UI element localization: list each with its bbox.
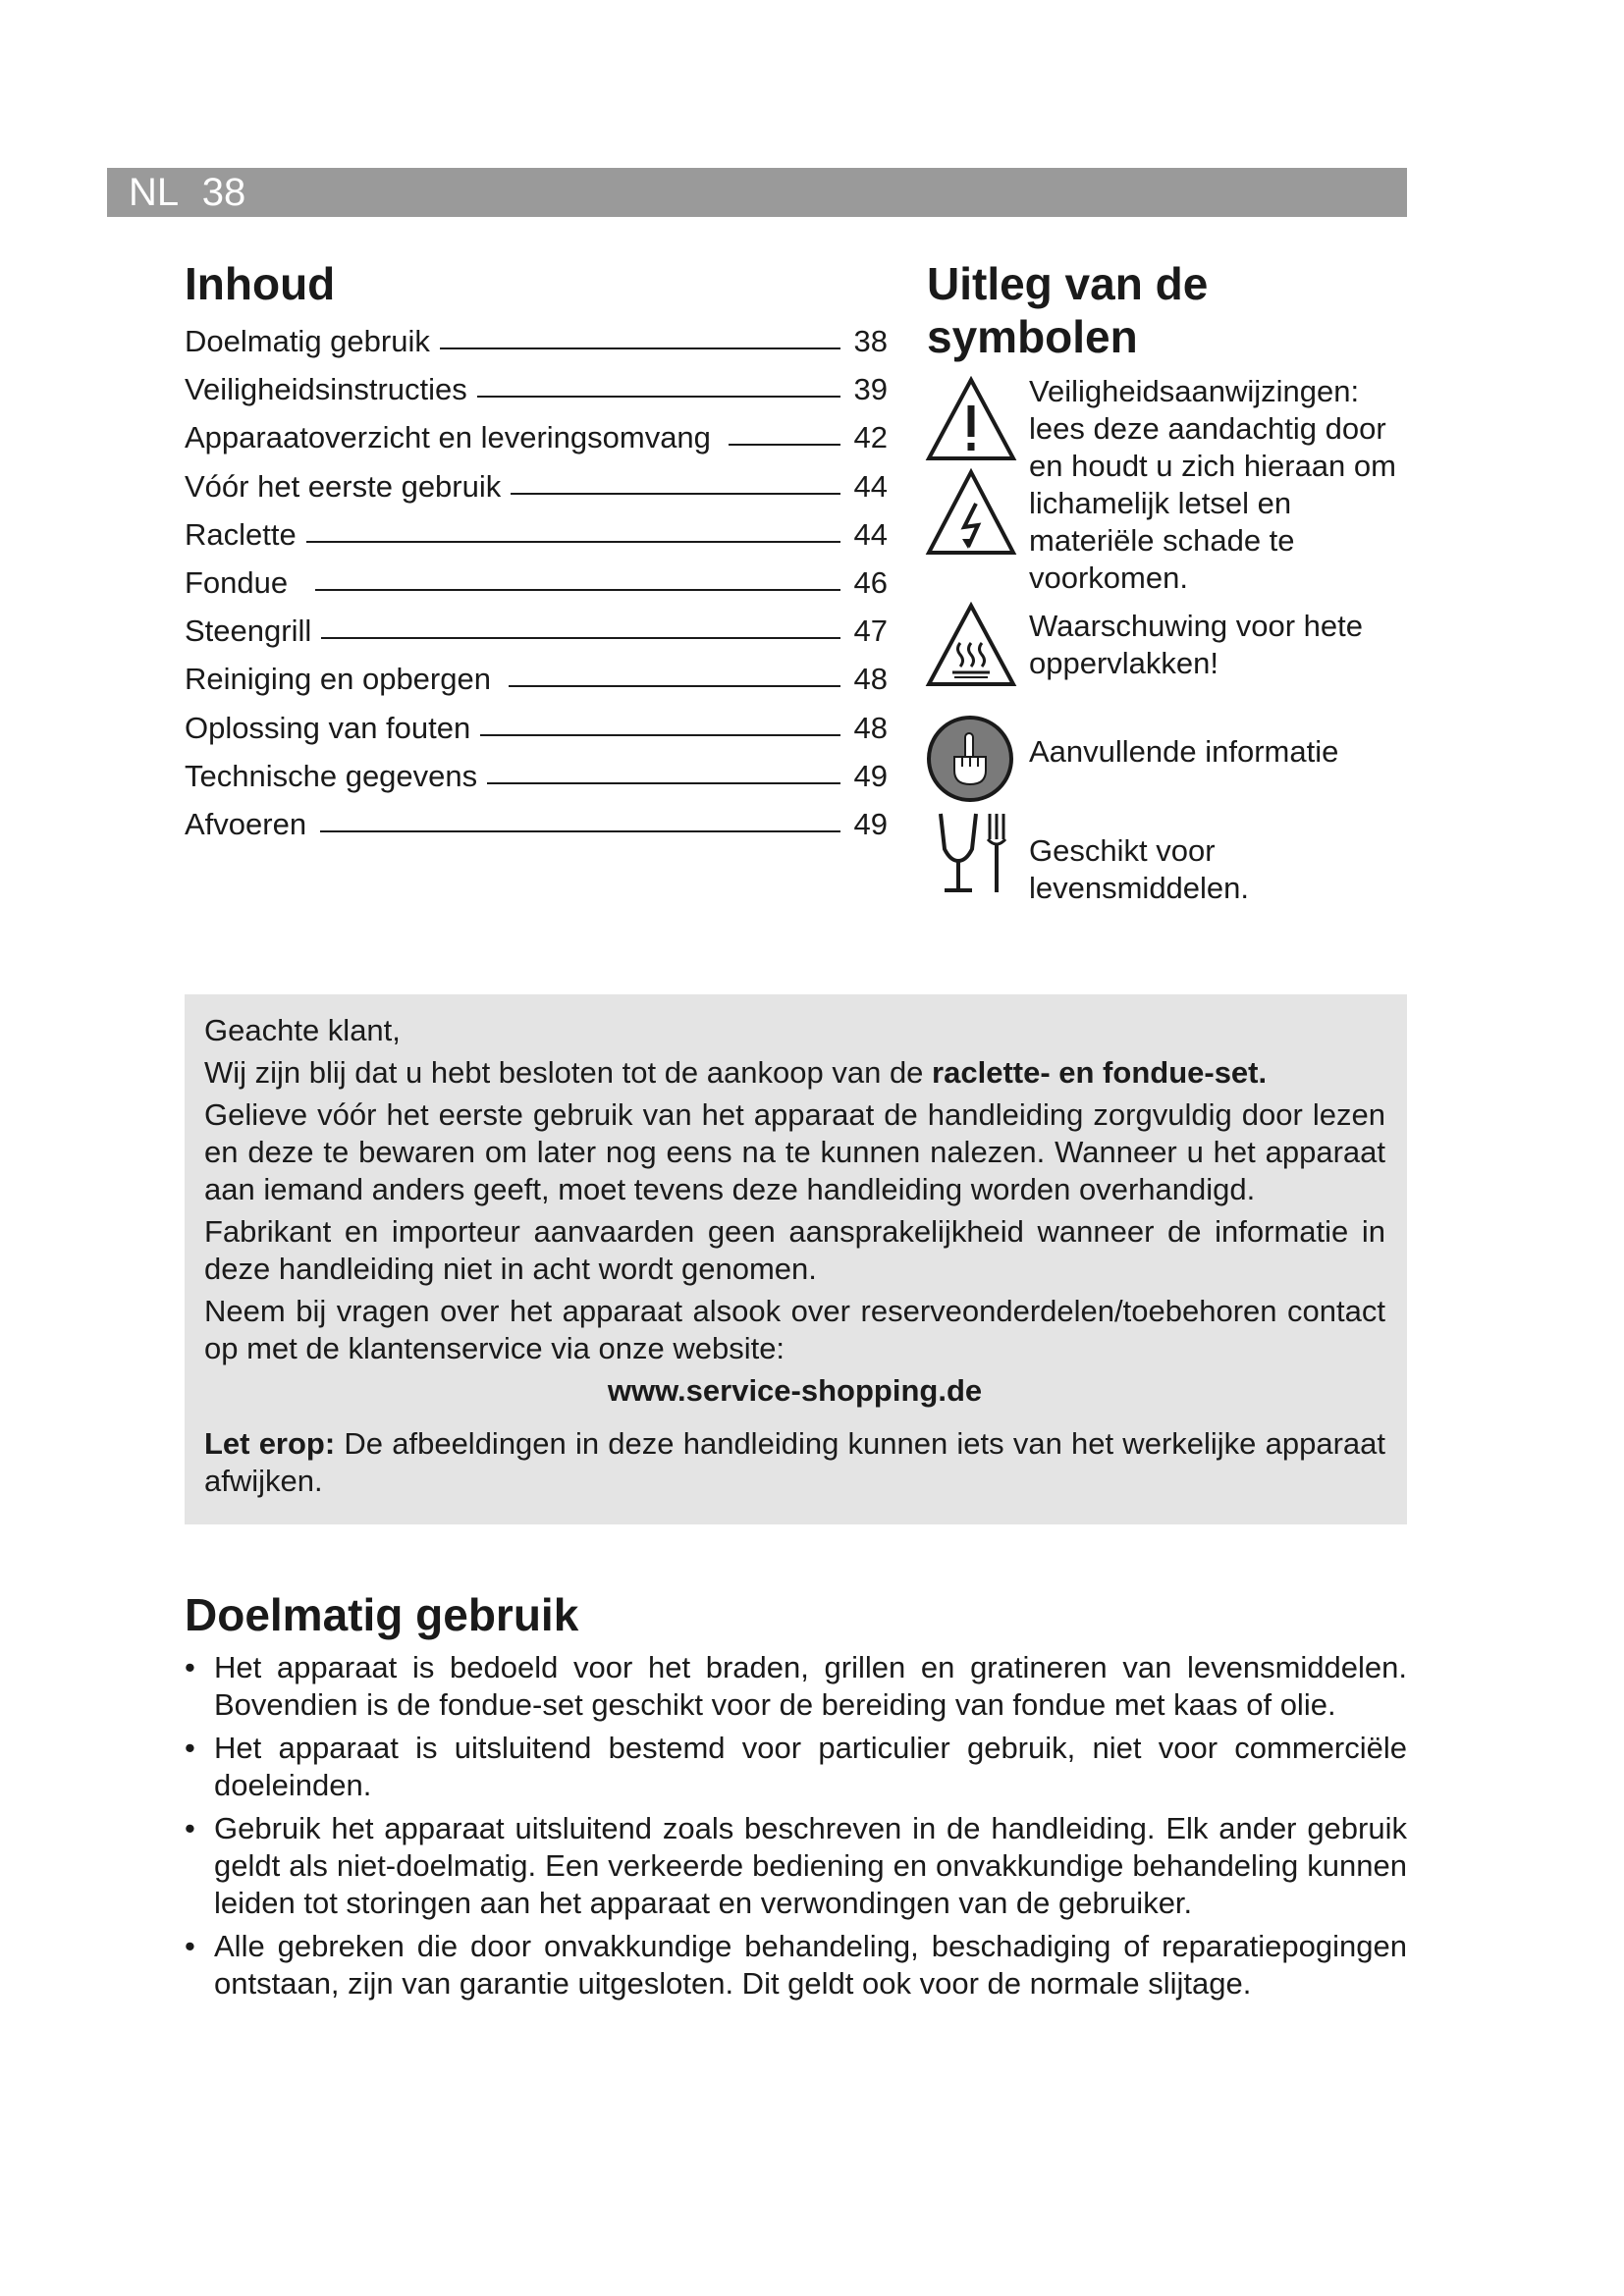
toc-entry-page: 47 (853, 614, 888, 649)
toc-entry[interactable] (185, 807, 888, 855)
toc-entry-page: 38 (853, 324, 888, 358)
note-label: Let erop: (204, 1426, 336, 1461)
list-item (185, 1928, 1407, 2002)
intended-use-title: Doelmatig gebruik (185, 1589, 579, 1640)
toc-leader (315, 589, 840, 591)
toc-entry[interactable] (185, 420, 888, 468)
safety-instructions-text: Veiligheidsaanwijzingen: lees deze aandachtig door en houdt u zich hieraan om lichamelijk letsel en materiële schade te voorkomen. (1029, 374, 1396, 595)
service-website-link[interactable]: www.service-shopping.de (607, 1373, 983, 1408)
toc-entry-label: Technische gegevens (185, 758, 478, 793)
toc-entry-label: Raclette (185, 516, 297, 552)
intro-paragraph (204, 1054, 1385, 1092)
toc-leader (480, 734, 840, 736)
toc-entry-page: 49 (853, 758, 888, 793)
toc-leader (306, 541, 840, 543)
hot-surface-icon (925, 602, 1017, 688)
toc-entry-label: Afvoeren (185, 806, 307, 841)
food-safe-icon (935, 810, 1013, 896)
toc-leader (440, 347, 840, 349)
note-text: De afbeeldingen in deze handleiding kunnen iets van het werkelijke apparaat afwijken. (204, 1426, 1385, 1498)
toc-title: Inhoud (185, 258, 336, 309)
toc-entry-page: 44 (853, 516, 888, 552)
hot-surface-text: Waarschuwing voor hete oppervlakken! (1029, 609, 1364, 680)
toc-entry[interactable] (185, 759, 888, 807)
toc-entry[interactable] (185, 711, 888, 759)
bullet-icon: • (185, 1929, 195, 1963)
toc-entry[interactable] (185, 517, 888, 565)
toc-leader (511, 493, 840, 495)
liability-paragraph: Fabrikant en importeur aanvaarden geen aansprakelijkheid wanneer de informatie in deze handleiding niet in acht wordt genomen. (204, 1214, 1385, 1286)
customer-notice-box (185, 994, 1407, 1524)
instructions-paragraph: Gelieve vóór het eerste gebruik van het apparaat de handleiding zorgvuldig door lezen en deze te bewaren om later nog eens na te kunnen nalezen. Wanneer u het apparaat aan iemand anders geeft, moet tevens deze handleiding worden overhandigd. (204, 1097, 1385, 1206)
greeting: Geachte klant, (204, 1013, 401, 1047)
list-item-text: Gebruik het apparaat uitsluitend zoals beschreven in de handleiding. Elk ander gebruik geldt als niet-doelmatig. Een verkeerde bediening en onvakkundige behandeling kunnen leiden tot storingen aan het apparaat en verwondingen van de gebruiker. (214, 1811, 1407, 1920)
toc-entry-page: 48 (853, 662, 888, 697)
toc-entry[interactable] (185, 565, 888, 614)
toc-leader (477, 396, 840, 398)
toc-entry-label: Apparaatoverzicht en leveringsomvang (185, 420, 711, 455)
toc-entry-page: 49 (853, 806, 888, 841)
toc-entry-label: Veiligheidsinstructies (185, 372, 467, 407)
intro-text: Wij zijn blij dat u hebt besloten tot de aankoop van de (204, 1055, 924, 1090)
contact-paragraph: Neem bij vragen over het apparaat alsook over reserveonderdelen/toebehoren contact op met de klantenservice via onze website: (204, 1294, 1385, 1365)
toc-entry[interactable] (185, 614, 888, 662)
toc-leader (487, 782, 840, 784)
toc-leader (320, 830, 840, 832)
toc-entry-label: Steengrill (185, 614, 312, 649)
electric-shock-icon (925, 468, 1017, 557)
symbols-title: Uitleg van de symbolen (927, 258, 1209, 362)
table-of-contents (185, 324, 888, 855)
list-item-text: Het apparaat is bedoeld voor het braden, grillen en gratineren van levensmiddelen. Bovendien is de fondue-set geschikt voor de bereiding van fondue met kaas of olie. (214, 1650, 1407, 1722)
toc-entry-page: 39 (853, 372, 888, 407)
note-paragraph (204, 1425, 1385, 1500)
toc-entry-label: Fondue (185, 564, 289, 600)
toc-entry-page: 48 (853, 710, 888, 745)
page-header-bar (107, 168, 1407, 217)
toc-entry-label: Reiniging en opbergen (185, 662, 491, 697)
product-name: raclette- en fondue-set. (932, 1055, 1268, 1090)
intended-use-list (185, 1649, 1407, 2008)
toc-entry-page: 44 (853, 468, 888, 504)
bullet-icon: • (185, 1731, 195, 1765)
list-item-text: Het apparaat is uitsluitend bestemd voor particulier gebruik, niet voor commerciële doeleinden. (214, 1731, 1407, 1802)
toc-entry-page: 46 (853, 564, 888, 600)
page-number: 38 (201, 171, 246, 214)
toc-entry[interactable] (185, 662, 888, 710)
language-code: NL (129, 171, 178, 214)
bullet-icon: • (185, 1811, 195, 1845)
toc-leader (509, 685, 840, 687)
list-item-text: Alle gebreken die door onvakkundige behandeling, beschadiging of reparatiepogingen ontstaan, zijn van garantie uitgesloten. Dit geldt ook voor de normale slijtage. (214, 1929, 1407, 2001)
food-safe-text: Geschikt voor levensmiddelen. (1029, 833, 1250, 905)
toc-leader (321, 637, 840, 639)
toc-entry-label: Vóór het eerste gebruik (185, 468, 502, 504)
list-item (185, 1730, 1407, 1804)
info-hand-icon (925, 714, 1015, 804)
warning-triangle-icon (925, 376, 1017, 462)
list-item (185, 1810, 1407, 1922)
toc-entry[interactable] (185, 372, 888, 420)
toc-entry[interactable] (185, 324, 888, 372)
toc-entry[interactable] (185, 469, 888, 517)
toc-entry-label: Doelmatig gebruik (185, 324, 430, 358)
additional-info-text: Aanvullende informatie (1029, 734, 1339, 769)
list-item (185, 1649, 1407, 1724)
toc-leader (729, 444, 840, 446)
bullet-icon: • (185, 1650, 195, 1684)
toc-entry-label: Oplossing van fouten (185, 710, 471, 745)
toc-entry-page: 42 (853, 420, 888, 455)
